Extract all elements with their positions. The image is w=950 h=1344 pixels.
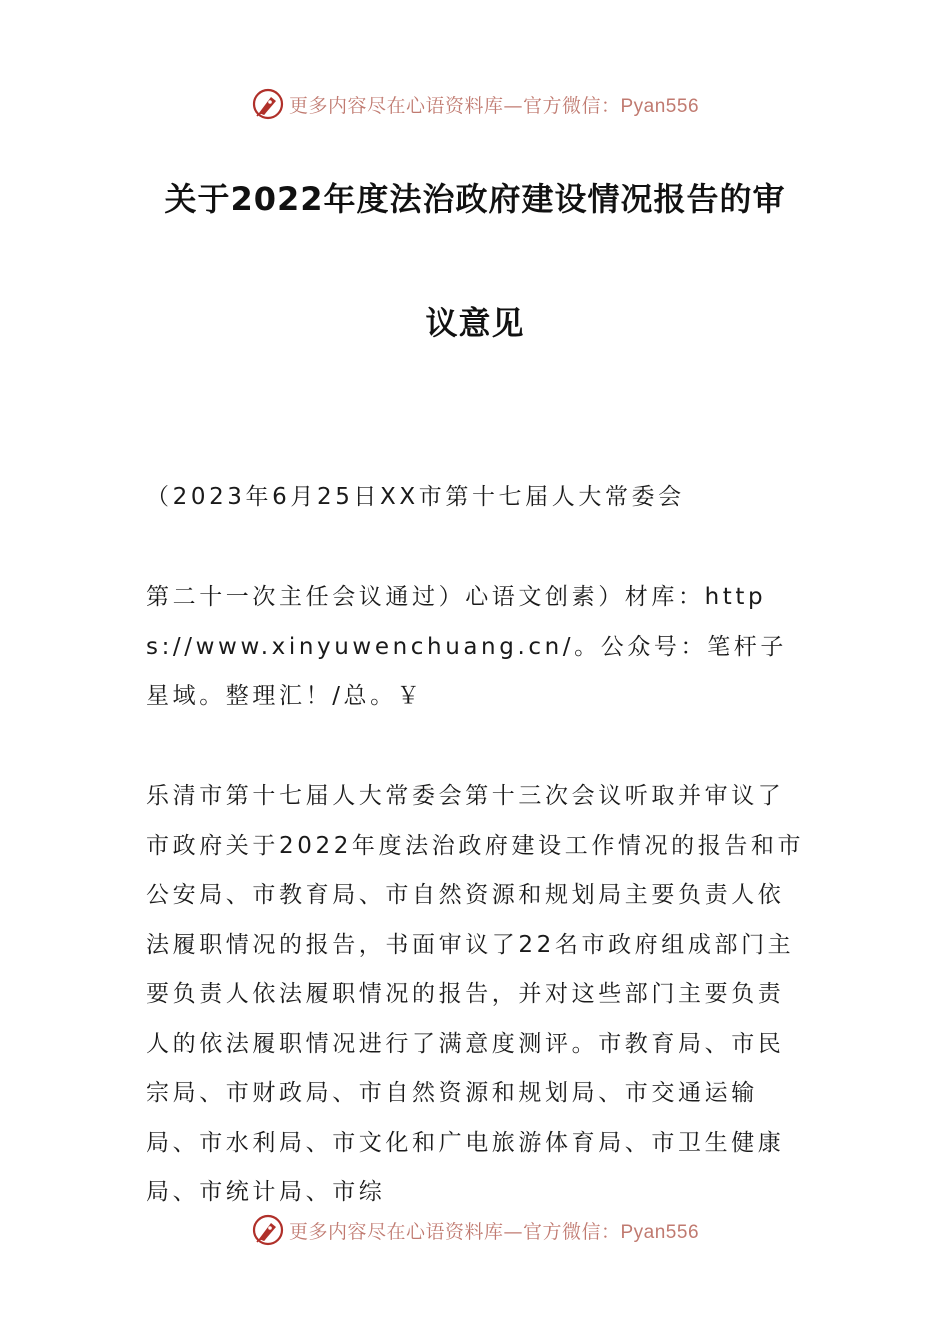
pen-nib-logo-icon	[251, 1213, 285, 1247]
paragraph-approval-line: 第二十一次主任会议通过）心语文创素）材库：https://www.xinyuwenchuang.cn/。公众号：笔杆子星域。整理汇！/总。￥	[146, 584, 787, 709]
header-banner-label: 更多内容尽在心语资料库—官方微信：	[288, 94, 621, 117]
paragraph-date-line: （2023年6月25日XX市第十七届人大常委会	[146, 484, 685, 510]
footer-wechat-id: Pyan556	[620, 1221, 700, 1243]
document-title-line2: 议意见	[425, 304, 525, 342]
document-title-line1: 关于2022年度法治政府建设情况报告的审	[164, 180, 786, 218]
header-banner-text	[289, 91, 699, 118]
paragraph-body: 乐清市第十七届人大常委会第十三次会议听取并审议了市政府关于2022年度法治政府建设工作情况的报告和市公安局、市教育局、市自然资源和规划局主要负责人依法履职情况的报告，书面审议了22名市政府组成部门主要负责人依法履职情况的报告，并对这些部门主要负责人的依法履职情况进行了满意度测评。市教育局、市民宗局、市财政局、市自然资源和规划局、市交通运输局、市水利局、市文化和广电旅游体育局、市卫生健康局、市统计局、市综	[146, 783, 805, 1205]
header-banner	[0, 84, 950, 124]
footer-banner-text	[289, 1217, 699, 1244]
header-wechat-id: Pyan556	[620, 95, 700, 117]
footer-banner	[0, 1210, 950, 1250]
pen-nib-logo-icon	[251, 87, 285, 121]
footer-banner-label: 更多内容尽在心语资料库—官方微信：	[288, 1220, 621, 1243]
